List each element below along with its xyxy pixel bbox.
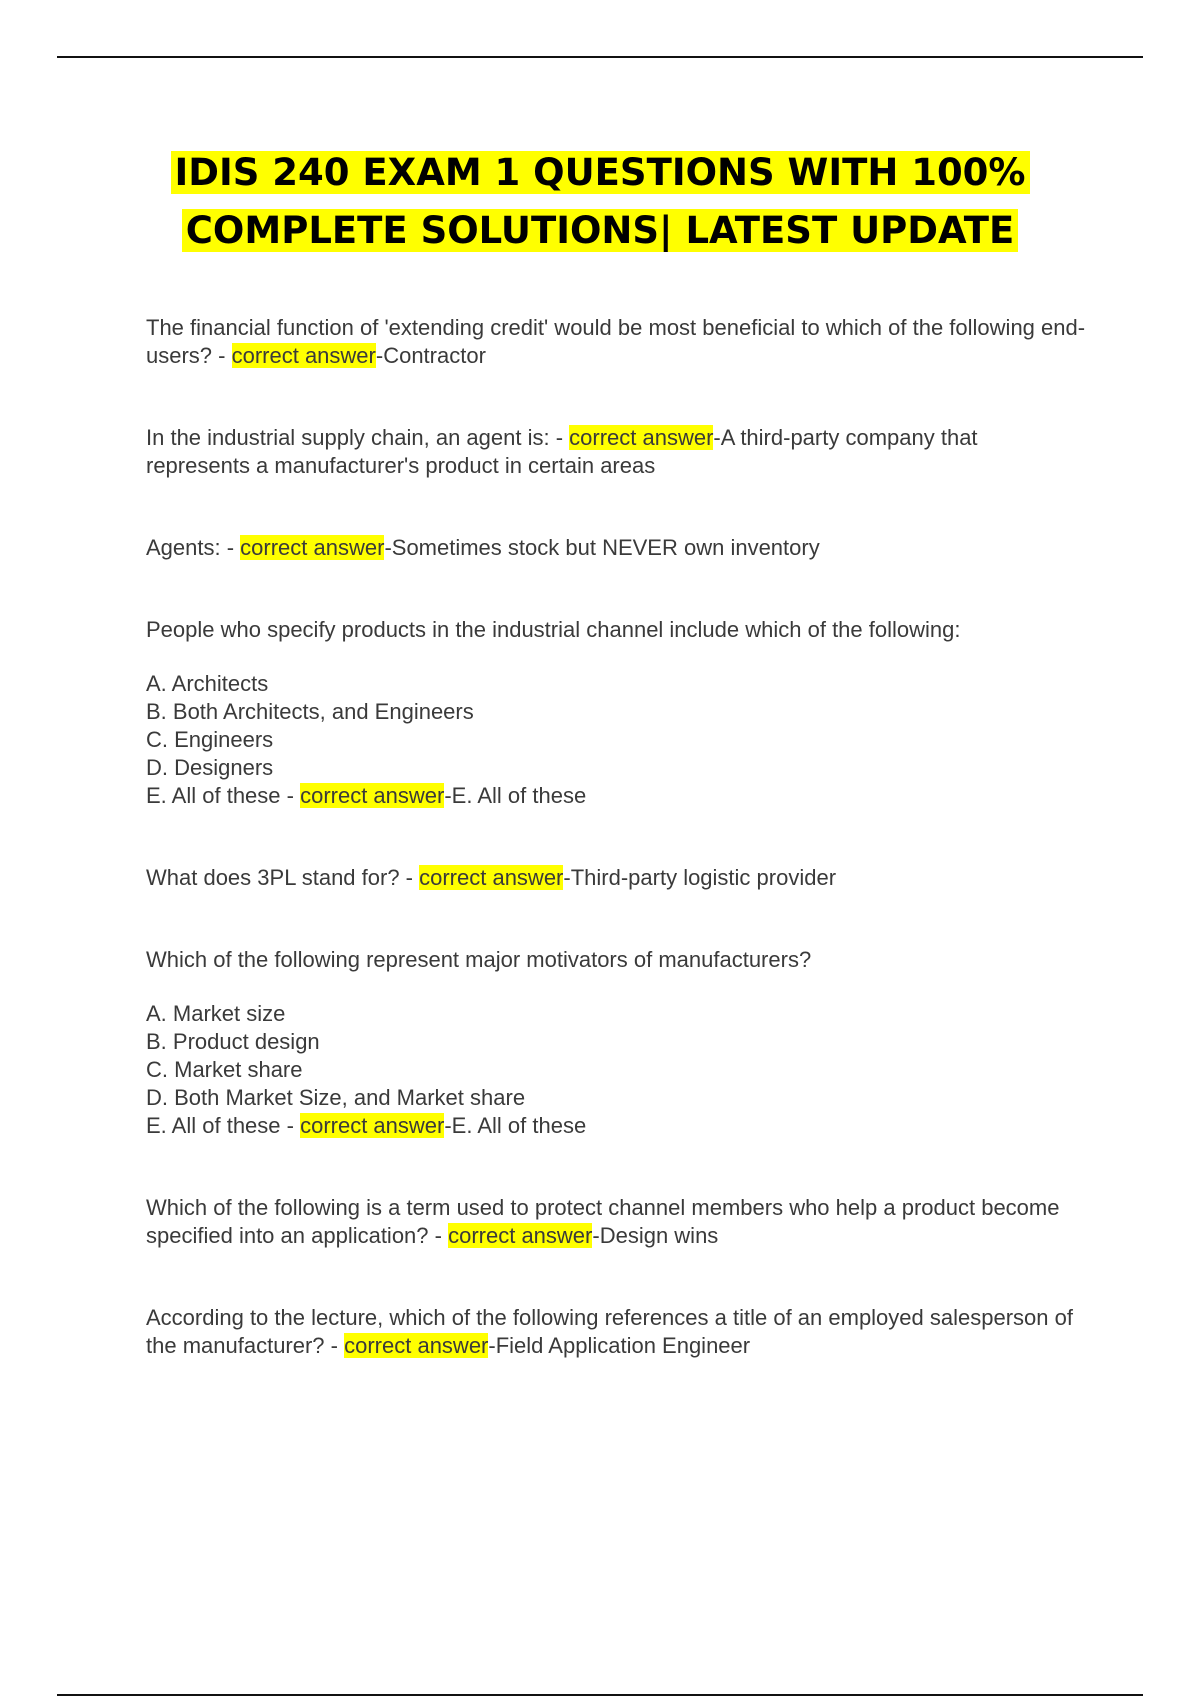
question-text: Which of the following represent major motivators of manufacturers? — [146, 947, 812, 972]
correct-answer-highlight: correct answer — [300, 783, 445, 808]
answer-text: -E. All of these — [444, 1113, 587, 1138]
question-text: The financial function of 'extending credit' would be most beneficial to which of the following end-users? - — [146, 315, 1086, 368]
question-text: Which of the following is a term used to protect channel members who help a product become specified into an application? - — [146, 1195, 1060, 1248]
correct-answer-highlight: correct answer — [231, 343, 376, 368]
qa-text — [146, 534, 1086, 562]
option-text: E. All of these - — [146, 1113, 301, 1138]
title-line-2: COMPLETE SOLUTIONS| LATEST UPDATE — [182, 209, 1018, 252]
question-text: Agents: - — [146, 535, 241, 560]
correct-answer-highlight: correct answer — [240, 535, 385, 560]
answer-text: -Third-party logistic provider — [563, 865, 837, 890]
question-text: People who specify products in the industrial channel include which of the following: — [146, 617, 961, 642]
option-item-last — [146, 1112, 1086, 1140]
answer-text: -Contractor — [375, 343, 486, 368]
correct-answer-highlight: correct answer — [569, 425, 714, 450]
answer-text: -E. All of these — [444, 783, 587, 808]
option-item: B. Both Architects, and Engineers — [146, 699, 474, 724]
correct-answer-highlight: correct answer — [419, 865, 564, 890]
question-text: What does 3PL stand for? - — [146, 865, 420, 890]
qa-item — [146, 864, 1086, 892]
qa-item — [146, 424, 1086, 480]
qa-item — [146, 1304, 1086, 1360]
title-line-1: IDIS 240 EXAM 1 QUESTIONS WITH 100% — [171, 151, 1030, 194]
option-item: B. Product design — [146, 1029, 320, 1054]
option-text: E. All of these - — [146, 783, 301, 808]
option-item-last — [146, 782, 1086, 810]
answer-text: -Field Application Engineer — [488, 1333, 751, 1358]
qa-text — [146, 1194, 1086, 1250]
option-list — [146, 670, 1086, 810]
qa-list — [146, 314, 1086, 1414]
qa-item — [146, 616, 1086, 810]
qa-item — [146, 534, 1086, 562]
qa-text — [146, 424, 1086, 480]
qa-item — [146, 946, 1086, 1140]
qa-text — [146, 1304, 1086, 1360]
bottom-rule — [57, 1694, 1143, 1696]
correct-answer-highlight: correct answer — [344, 1333, 489, 1358]
option-list — [146, 1000, 1086, 1140]
question-text: In the industrial supply chain, an agent is: - — [146, 425, 570, 450]
option-item: C. Engineers — [146, 727, 274, 752]
qa-item — [146, 314, 1086, 370]
answer-text: -Design wins — [592, 1223, 719, 1248]
option-item: D. Designers — [146, 755, 274, 780]
document-title — [0, 144, 1200, 260]
option-item: C. Market share — [146, 1057, 303, 1082]
answer-text: -A third-party company that represents a manufacturer's product in certain areas — [146, 425, 978, 478]
option-item: A. Architects — [146, 671, 269, 696]
qa-text — [146, 314, 1086, 370]
option-item: A. Market size — [146, 1001, 286, 1026]
correct-answer-highlight: correct answer — [300, 1113, 445, 1138]
qa-item — [146, 1194, 1086, 1250]
answer-text: -Sometimes stock but NEVER own inventory — [384, 535, 820, 560]
correct-answer-highlight: correct answer — [448, 1223, 593, 1248]
question-text: According to the lecture, which of the following references a title of an employed salesperson of the manufacturer? - — [146, 1305, 1073, 1358]
option-item: D. Both Market Size, and Market share — [146, 1085, 526, 1110]
qa-text — [146, 864, 1086, 892]
top-rule — [57, 56, 1143, 58]
